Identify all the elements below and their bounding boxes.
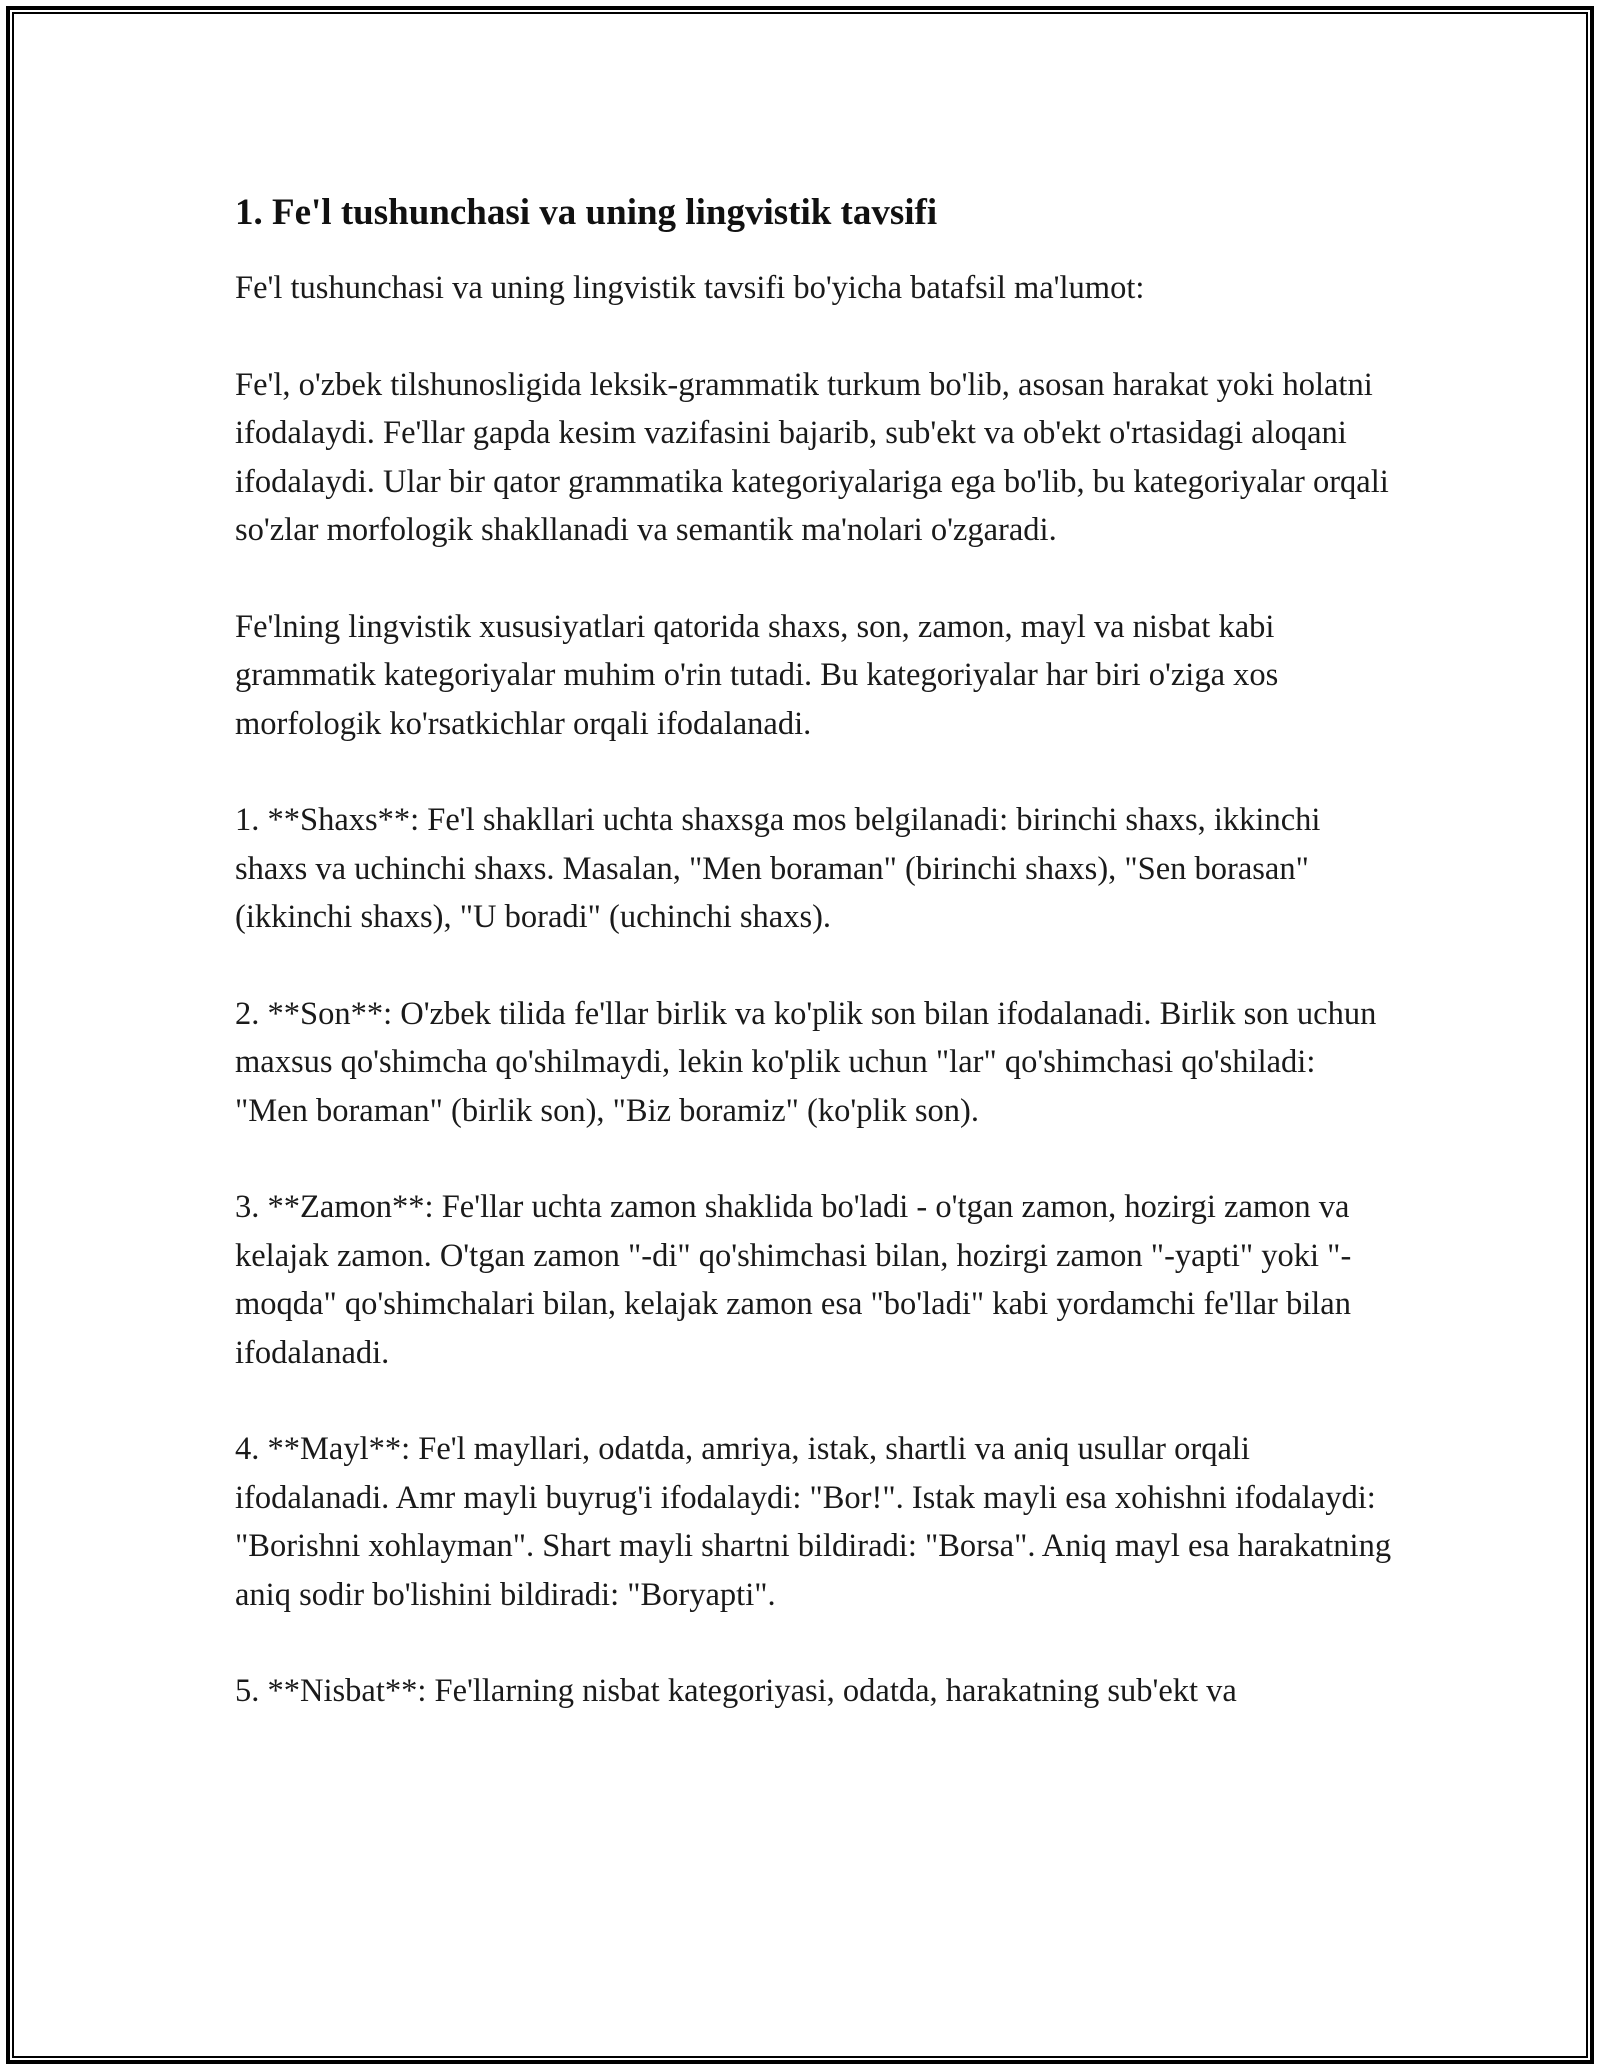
list-item-mayl: 4. **Mayl**: Fe'l mayllari, odatda, amriya, istak, shartli va aniq usullar orqali ifodalanadi. Amr mayli buyrug'i ifodalaydi: "Bor!". Istak mayli esa xohishni ifodalaydi: "Borishni xohlayman". Shart mayli shartni bildiradi: "Borsa". Aniq mayl esa harakatning aniq sodir bo'lishini bildiradi: "Boryapti". (235, 1431, 1392, 1613)
definition-paragraph: Fe'l, o'zbek tilshunosligida leksik-grammatik turkum bo'lib, asosan harakat yoki holatni ifodalaydi. Fe'llar gapda kesim vazifasini bajarib, sub'ekt va ob'ekt o'rtasidagi aloqani ifodalaydi. Ular bir qator grammatika kategoriyalariga ega bo'lib, bu kategoriyalar orqali so'zlar morfologik shakllanadi va semantik ma'nolari o'zgaradi. (235, 366, 1389, 548)
section-heading: 1. Fe'l tushunchasi va uning lingvistik tavsifi (235, 192, 938, 233)
document-body (235, 184, 1395, 1764)
categories-paragraph: Fe'lning lingvistik xususiyatlari qatorida shaxs, son, zamon, mayl va nisbat kabi grammatik kategoriyalar muhim o'rin tutadi. Bu kategoriyalar har biri o'ziga xos morfologik ko'rsatkichlar orqali ifodalanadi. (235, 608, 1279, 742)
list-item-shaxs: 1. **Shaxs**: Fe'l shakllari uchta shaxsga mos belgilanadi: birinchi shaxs, ikkinchi shaxs va uchinchi shaxs. Masalan, "Men boraman" (birinchi shaxs), "Sen borasan" (ikkinchi shaxs), "U boradi" (uchinchi shaxs). (235, 802, 1321, 935)
list-item-nisbat: 5. **Nisbat**: Fe'llarning nisbat kategoriyasi, odatda, harakatning sub'ekt va (235, 1673, 1237, 1709)
intro-paragraph: Fe'l tushunchasi va uning lingvistik tavsifi bo'yicha batafsil ma'lumot: (235, 270, 1145, 306)
list-item-son: 2. **Son**: O'zbek tilida fe'llar birlik va ko'plik son bilan ifodalanadi. Birlik son uchun maxsus qo'shimcha qo'shilmaydi, lekin ko'plik uchun "lar" qo'shimchasi qo'shiladi: "Men boraman" (birlik son), "Biz boramiz" (ko'plik son). (235, 995, 1377, 1129)
list-item-zamon: 3. **Zamon**: Fe'llar uchta zamon shaklida bo'ladi - o'tgan zamon, hozirgi zamon va kelajak zamon. O'tgan zamon "-di" qo'shimchasi bilan, hozirgi zamon "-yapti" yoki "-moqda" qo'shimchalari bilan, kelajak zamon esa "bo'ladi" kabi yordamchi fe'llar bilan ifodalanadi. (235, 1189, 1352, 1371)
